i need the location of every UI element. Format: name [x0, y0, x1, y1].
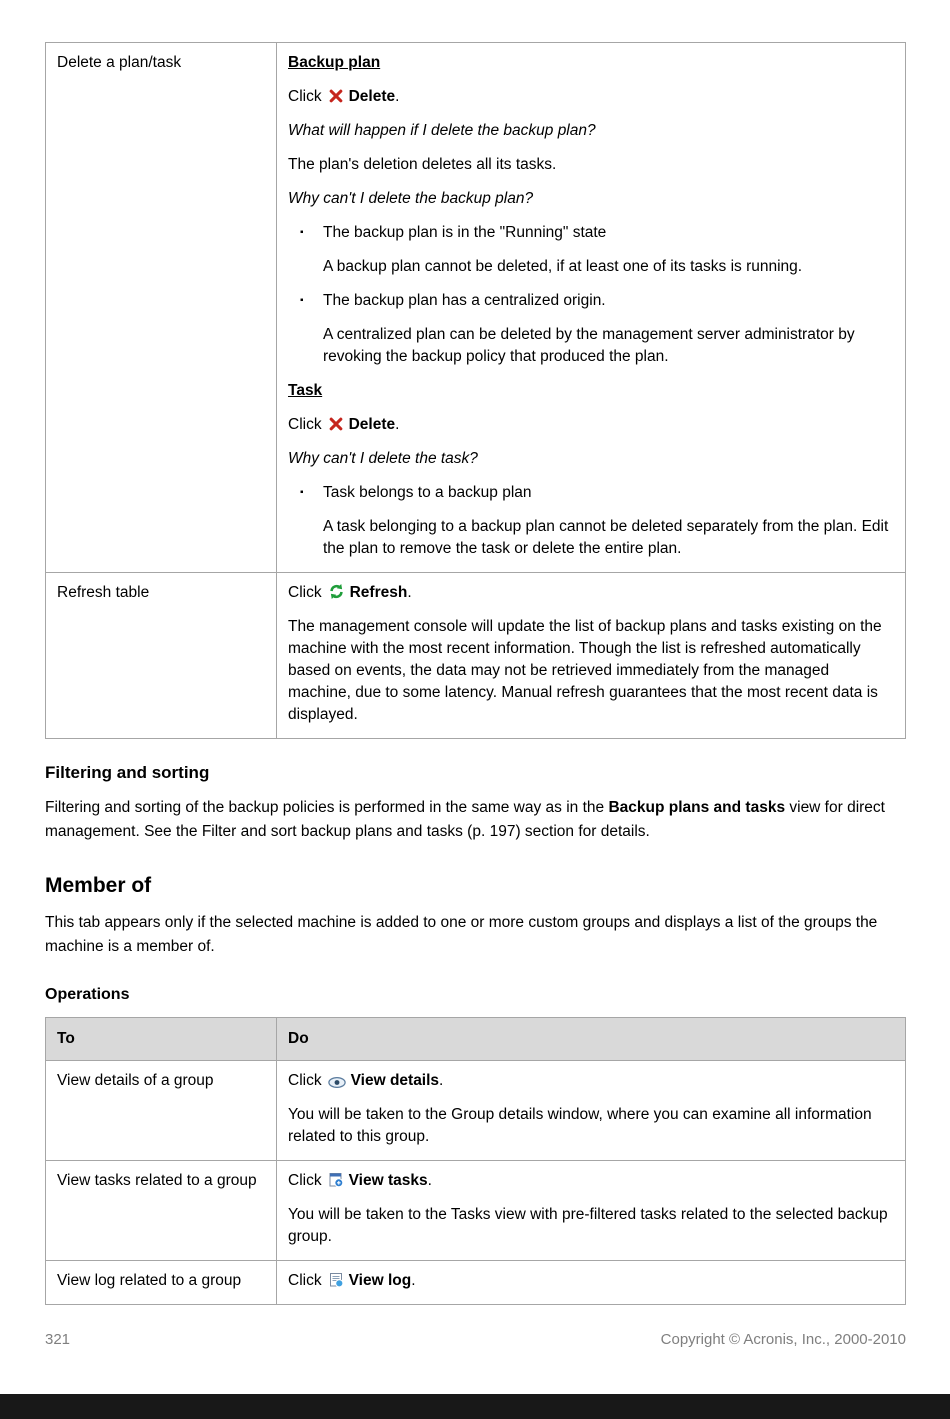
answer-plan-deletion: The plan's deletion deletes all its tasks.: [288, 156, 557, 173]
bullet-item-task-belongs: [288, 482, 894, 504]
click-view-log-line: [288, 1270, 894, 1292]
filtering-text-part2: view for direct management. See the Filter and sort backup plans and tasks (p. 197) section for details.: [45, 799, 885, 841]
click-refresh-line: [288, 582, 894, 604]
section-heading-filtering-sorting: Filtering and sorting: [45, 763, 210, 782]
view-details-icon: [328, 1077, 346, 1088]
table-row-refresh-table: [46, 573, 906, 739]
period: .: [395, 88, 400, 105]
filtering-paragraph: [45, 796, 906, 844]
cell-operation-description: [277, 573, 906, 739]
click-view-tasks-line: [288, 1170, 894, 1192]
cell-operation-description: [277, 1061, 906, 1161]
question-why-cant-delete-plan: Why can't I delete the backup plan?: [288, 190, 534, 207]
cell-operation-name: [46, 1061, 277, 1161]
click-text: Click: [288, 1172, 322, 1190]
operation-label: Delete a plan/task: [57, 54, 182, 71]
copyright-text: Copyright © Acronis, Inc., 2000-2010: [660, 1331, 906, 1349]
member-of-paragraph: This tab appears only if the selected machine is added to one or more custom groups and displays a list of the groups the machine is a member of.: [45, 914, 878, 956]
table-header-row: [46, 1018, 906, 1061]
delete-icon: [328, 88, 344, 104]
cell-operation-description: [277, 43, 906, 573]
filtering-text-part1: Filtering and sorting of the backup policies is performed in the same way as in the: [45, 799, 609, 816]
refresh-icon: [328, 583, 345, 600]
cell-operation-name: [46, 573, 277, 739]
cell-operation-name: [46, 1261, 277, 1305]
backup-plan-subheading: Backup plan: [288, 54, 381, 71]
delete-icon: [328, 416, 344, 432]
section-heading-member-of: Member of: [45, 874, 152, 898]
header-label: Do: [288, 1030, 309, 1048]
bullet-text: The backup plan is in the "Running" state: [323, 224, 607, 241]
question-what-happens: What will happen if I delete the backup plan?: [288, 122, 596, 139]
operation-label: Refresh table: [57, 584, 150, 601]
click-delete-line-task: [288, 414, 894, 436]
period: .: [427, 1172, 432, 1190]
operation-label: View log related to a group: [57, 1272, 242, 1290]
view-tasks-description: You will be taken to the Tasks view with pre-filtered tasks related to the selected backup group.: [288, 1206, 888, 1246]
column-header-to: [46, 1018, 277, 1061]
click-delete-line-backup-plan: [288, 86, 894, 108]
click-text: Click: [288, 88, 322, 105]
period: .: [407, 584, 412, 601]
period: .: [411, 1272, 416, 1290]
delete-action-label: Delete: [348, 416, 396, 433]
view-tasks-icon: [328, 1172, 344, 1188]
table-row-view-details: [46, 1061, 906, 1161]
bullet-detail-running-state: A backup plan cannot be deleted, if at least one of its tasks is running.: [323, 258, 803, 275]
bullet-text: The backup plan has a centralized origin.: [323, 292, 606, 309]
click-text: Click: [288, 416, 322, 433]
cell-operation-description: [277, 1161, 906, 1261]
view-tasks-action-label: View tasks: [348, 1172, 428, 1190]
click-text: Click: [288, 1272, 322, 1290]
operations-heading: Operations: [45, 986, 130, 1004]
period: .: [439, 1072, 444, 1090]
click-text: Click: [288, 584, 322, 601]
bottom-edge-bar: [0, 1394, 950, 1419]
bullet-icon: ▪: [300, 295, 304, 306]
table-row-view-tasks: [46, 1161, 906, 1261]
operation-label: View tasks related to a group: [57, 1172, 257, 1190]
operation-label: View details of a group: [57, 1072, 214, 1090]
view-log-icon: [328, 1272, 344, 1288]
filtering-text-bold: Backup plans and tasks: [608, 799, 786, 816]
cell-operation-name: [46, 43, 277, 573]
page-number: 321: [45, 1331, 71, 1349]
page-footer: [45, 1331, 906, 1348]
click-view-details-line: [288, 1070, 894, 1092]
task-subheading: Task: [288, 382, 323, 399]
bullet-icon: ▪: [300, 487, 304, 498]
bullet-item-running-state: [288, 222, 894, 244]
plan-task-operations-table: [45, 42, 906, 739]
view-details-description: You will be taken to the Group details window, where you can examine all information related to this group.: [288, 1106, 872, 1146]
group-operations-table: [45, 1017, 906, 1305]
question-why-cant-delete-task: Why can't I delete the task?: [288, 450, 478, 467]
click-text: Click: [288, 1072, 322, 1090]
cell-operation-description: [277, 1261, 906, 1305]
view-log-action-label: View log: [348, 1272, 412, 1290]
column-header-do: [277, 1018, 906, 1061]
table-row-delete-plan-task: [46, 43, 906, 573]
view-details-action-label: View details: [350, 1072, 440, 1090]
bullet-detail-centralized-origin: A centralized plan can be deleted by the management server administrator by revoking the backup policy that produced the plan.: [323, 326, 855, 365]
bullet-detail-task-belongs: A task belonging to a backup plan cannot be deleted separately from the plan. Edit the plan to remove the task or delete the entire plan.: [323, 518, 889, 557]
bullet-text: Task belongs to a backup plan: [323, 484, 532, 501]
bullet-item-centralized-origin: [288, 290, 894, 312]
table-row-view-log: [46, 1261, 906, 1305]
period: .: [395, 416, 400, 433]
header-label: To: [57, 1030, 75, 1048]
delete-action-label: Delete: [348, 88, 396, 105]
refresh-description: The management console will update the list of backup plans and tasks existing on the machine with the most recent information. Though the list is refreshed automatically based on events, the data may not be retrieved immediately from the managed machine, due to some latency. Manual refresh guarantees that the most recent data is displayed.: [288, 618, 882, 723]
refresh-action-label: Refresh: [349, 584, 408, 601]
cell-operation-name: [46, 1161, 277, 1261]
bullet-icon: ▪: [300, 227, 304, 238]
